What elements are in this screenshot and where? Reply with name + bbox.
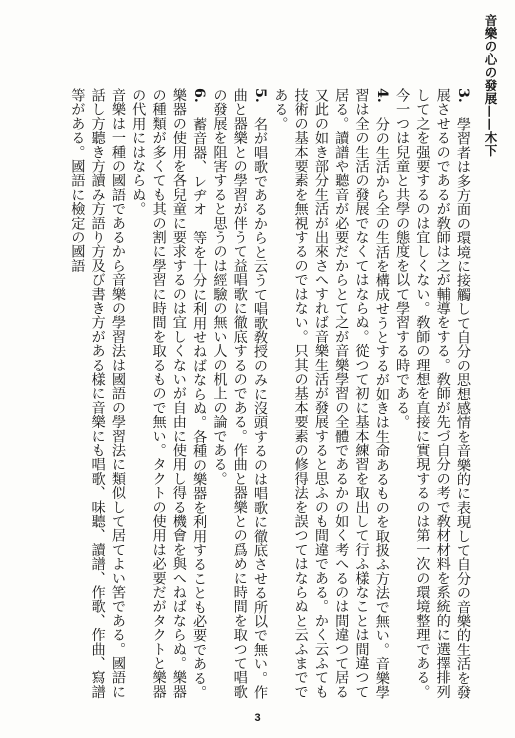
paragraph-number: 6.: [191, 88, 208, 103]
body-text: [33, 88, 473, 712]
paragraph-text: 音樂は一種の國語であるから音樂の學習法は國語の學習法に類似して居てよい筈である。國語に話し方聽き方讀み方語り方及び書き方がある樣に音樂にも唱歌、味聽、讀譜、作歌、作曲、寫譜等がある。國語に檢定の國語: [69, 88, 126, 699]
paragraph-text: 學習者は多方面の環境に接觸して自分の思想感情を音樂的に表現して自分の音樂的生活を發展させるのであるが敎師は之が輔導をする。敎師が先づ自分の考で敎材材料を系統的に選擇排列して之を强要するのは宜しくない。敎師の理想を直接に實現するのは第一次の環境整理である。今一つは兒童と共學の態度を以て學習する時である。: [394, 88, 471, 700]
paragraph-number: 5.: [252, 88, 269, 103]
paragraph-text: 蓄音器、レヂオ 等を十分に利用せねばならぬ。各種の樂器を利用することも必要である。樂器の使用を各兒童に要求するのは宜しくないが自由に使用し得る機會を與へねばならぬ。樂器の種類が多くても其の割に學習に時間を取るもので無い。タクトの使用は必要だがタクトと樂器の代用にはならぬ。: [130, 88, 208, 700]
paragraph-text: 分の生活から全の生活を構成せうとするが如きは生命あるものを取扱ふ方法で無い。音樂學習は全の生活の發展でなくてはならぬ。從つて初に基本練習を取出して行ふ樣なことは間違つて居る。讀譜や聽音が必要だからとて之が音樂學習の全體であるかの如く考へるのは間違つて居る又此の如き部分生活が出來さへすれば音樂生活が發展すると思ふのも間違である。かく云ふても技術の基本要素を無視するのではない。只其の基本要素の修得法を誤つてはならぬと云ふまでである。: [272, 88, 390, 700]
paragraph-6: [128, 88, 209, 712]
running-header: 音樂の心の發展——木下: [483, 14, 498, 157]
paragraph-number: 3.: [455, 88, 471, 103]
paragraph-5: [209, 88, 270, 712]
paragraph-text: 名が唱歌であるからと云うて唱歌敎授のみに沒頭するのは唱歌に徹底させる所以で無い。作曲と器樂との學習が伴うて益唱歌に徹底するのである。作曲と器樂との爲めに時間を取つて唱歌の發展を阻害すると思うのは經驗の無い人の机上の論である。: [211, 88, 269, 700]
page-number: 3: [254, 712, 261, 724]
paragraph-3: [392, 88, 473, 712]
paragraph-4: [270, 88, 392, 712]
paragraph-number: 4.: [373, 88, 390, 103]
paragraph-closing: [67, 88, 128, 712]
